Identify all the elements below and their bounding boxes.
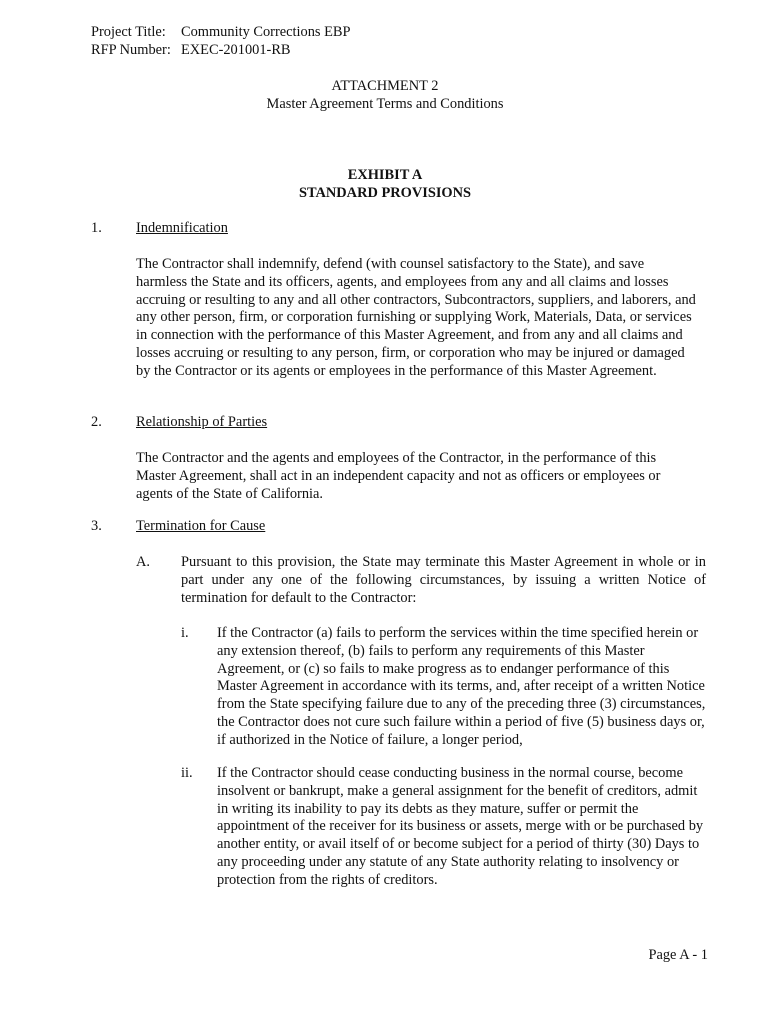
page-number: Page A - 1: [648, 947, 708, 963]
section-2-body: The Contractor and the agents and employees of the Contractor, in the performance of this Master Agreement, shall act in an independent capacity and not as officers or employees or agents of the State of California.: [136, 450, 661, 502]
section-1-title: Indemnification: [136, 220, 228, 236]
document-header: [91, 24, 351, 60]
project-title-value: Community Corrections EBP: [181, 24, 351, 40]
section-2-number: 2.: [91, 414, 102, 430]
item-ii-label: ii.: [181, 765, 193, 781]
project-title-label: Project Title:: [91, 24, 166, 40]
exhibit-heading: [0, 167, 770, 203]
rfp-number-value: EXEC-201001-RB: [181, 42, 291, 58]
subsection-a-label: A.: [136, 554, 150, 570]
section-2-title: Relationship of Parties: [136, 414, 268, 430]
item-ii-body: If the Contractor should cease conducting business in the normal course, become insolvent or bankrupt, make a general assignment for the benefit of creditors, admit in writing its inability to pay its debts as they mature, suffer or permit the appointment of the receiver for its business or assets, merge with or be purchased by another entity, or avail itself of or become subject for a period of thirty (30) Days to any proceeding under any statute of any State authority relating to insolvency or protection from the rights of creditors.: [217, 765, 704, 888]
section-3-title: Termination for Cause: [136, 518, 266, 534]
attachment-heading: [0, 78, 770, 114]
subsection-a-body: Pursuant to this provision, the State may terminate this Master Agreement in whole or in part under any one of the following circumstances, by issuing a written Notice of termination for default to the Contractor:: [181, 554, 706, 606]
attachment-subtitle: Master Agreement Terms and Conditions: [266, 96, 504, 112]
item-i-body: If the Contractor (a) fails to perform the services within the time specified herein or any extension thereof, (b) fails to perform any requirements of this Master Agreement, or (c) so fails to make progress as to endanger performance of this Master Agreement in accordance with its terms, and, after receipt of a written Notice from the State specifying failure due to any of the preceding three (3) circumstances, the Contractor does not cure such failure within a period of five (5) business days or, if authorized in the Notice of failure, a longer period,: [217, 625, 706, 748]
item-i-label: i.: [181, 625, 189, 641]
section-1-body: The Contractor shall indemnify, defend (with counsel satisfactory to the State), and save harmless the State and its officers, agents, and employees from any and all claims and losses accruing or resulting to any and all other contractors, Subcontractors, suppliers, and laborers, and any other person, firm, or corporation furnishing or supplying Work, Materials, Data, or services in connection with the performance of this Master Agreement, and from any and all claims and losses accruing or resulting to any person, firm, or corporation who may be injured or damaged by the Contractor or its agents or employees in the performance of this Master Agreement.: [136, 256, 696, 379]
section-3-number: 3.: [91, 518, 102, 534]
rfp-number-label: RFP Number:: [91, 42, 171, 58]
section-1-number: 1.: [91, 220, 102, 236]
attachment-title: ATTACHMENT 2: [331, 78, 439, 94]
exhibit-subtitle: STANDARD PROVISIONS: [298, 185, 472, 201]
exhibit-title: EXHIBIT A: [347, 167, 423, 183]
rfp-number-line: [91, 42, 351, 60]
project-title-line: [91, 24, 351, 42]
